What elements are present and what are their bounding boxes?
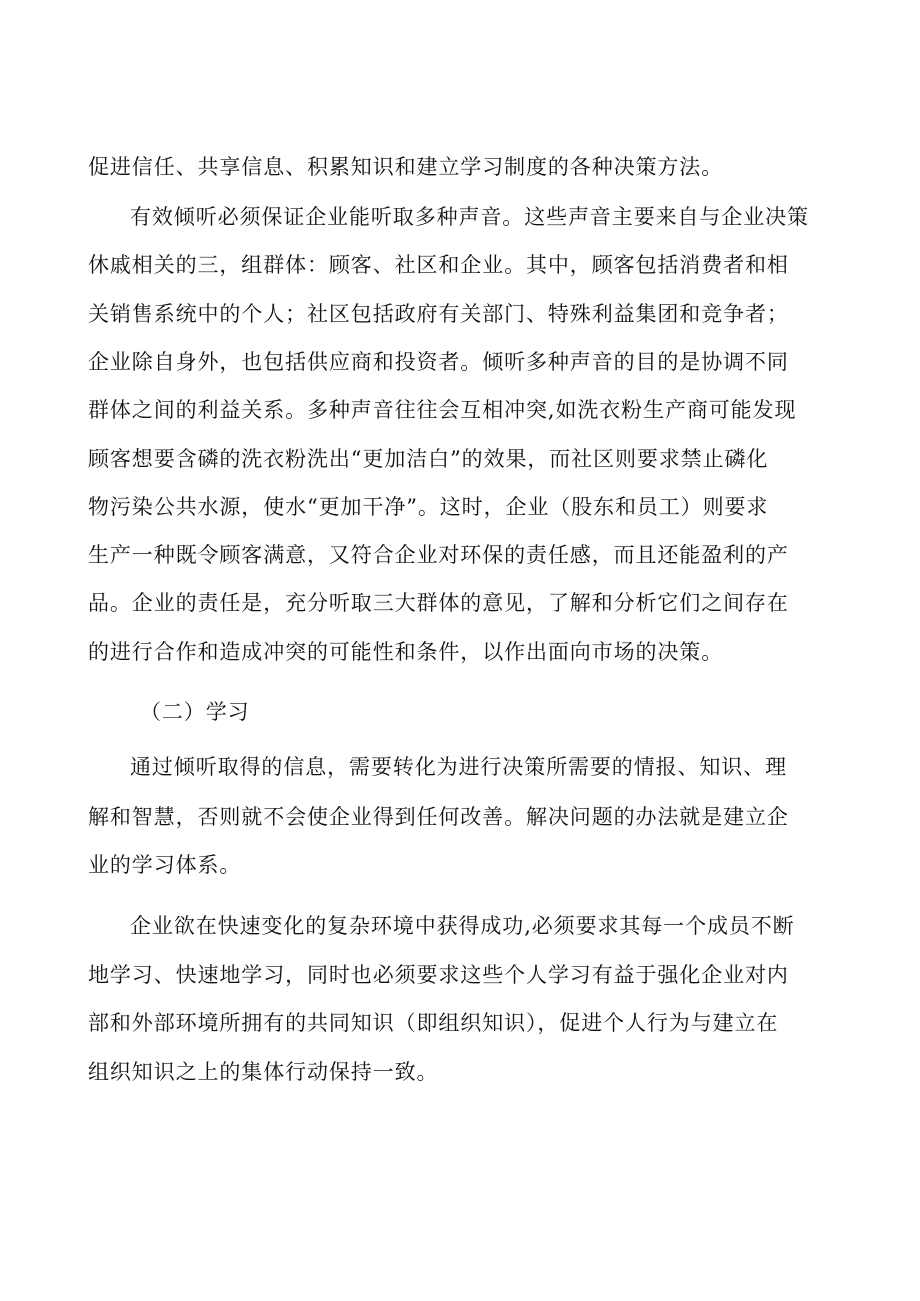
paragraph-line: 解和智慧，否则就不会使企业得到任何改善。解决问题的办法就是建立企 [88,805,789,829]
paragraph-line: 企业欲在快速变化的复杂环境中获得成功,必须要求其每一个成员不断 [130,914,795,938]
paragraph-line: 品。企业的责任是，充分听取三大群体的意见，了解和分析它们之间存在 [88,591,789,615]
paragraph-line: 关销售系统中的个人；社区包括政府有关部门、特殊利益集团和竞争者； [88,302,789,326]
paragraph-line: 业的学习体系。 [88,853,242,877]
paragraph-line: 组织知识之上的集体行动保持一致。 [88,1060,439,1084]
paragraph-line: 有效倾听必须保证企业能听取多种声音。这些声音主要来自与企业决策 [130,205,809,229]
paragraph-line: 通过倾听取得的信息，需要转化为进行决策所需要的情报、知识、理 [130,755,787,779]
paragraph-line: 休戚相关的三，组群体：顾客、社区和企业。其中，顾客包括消费者和相 [88,253,789,277]
paragraph-line: 企业除自身外，也包括供应商和投资者。倾听多种声音的目的是协调不同 [88,350,789,374]
paragraph-line: 顾客想要含磷的洗衣粉洗出“更加洁白”的效果，而社区则要求禁止磷化 [88,447,769,471]
paragraph-line: 物污染公共水源，使水“更加干净”。这时，企业（股东和员工）则要求 [88,495,769,519]
paragraph-line: 促进信任、共享信息、积累知识和建立学习制度的各种决策方法。 [88,155,724,179]
paragraph-line: 群体之间的利益关系。多种声音往往会互相冲突,如洗衣粉生产商可能发现 [88,398,797,422]
section-heading: （二）学习 [140,700,250,724]
paragraph-line: 部和外部环境所拥有的共同知识（即组织知识），促进个人行为与建立在 [88,1011,779,1035]
paragraph-line: 的进行合作和造成冲突的可能性和条件，以作出面向市场的决策。 [88,640,724,664]
paragraph-line: 地学习、快速地学习，同时也必须要求这些个人学习有益于强化企业对内 [88,963,789,987]
paragraph-line: 生产一种既令顾客满意，又符合企业对环保的责任感，而且还能盈利的产 [88,543,789,567]
